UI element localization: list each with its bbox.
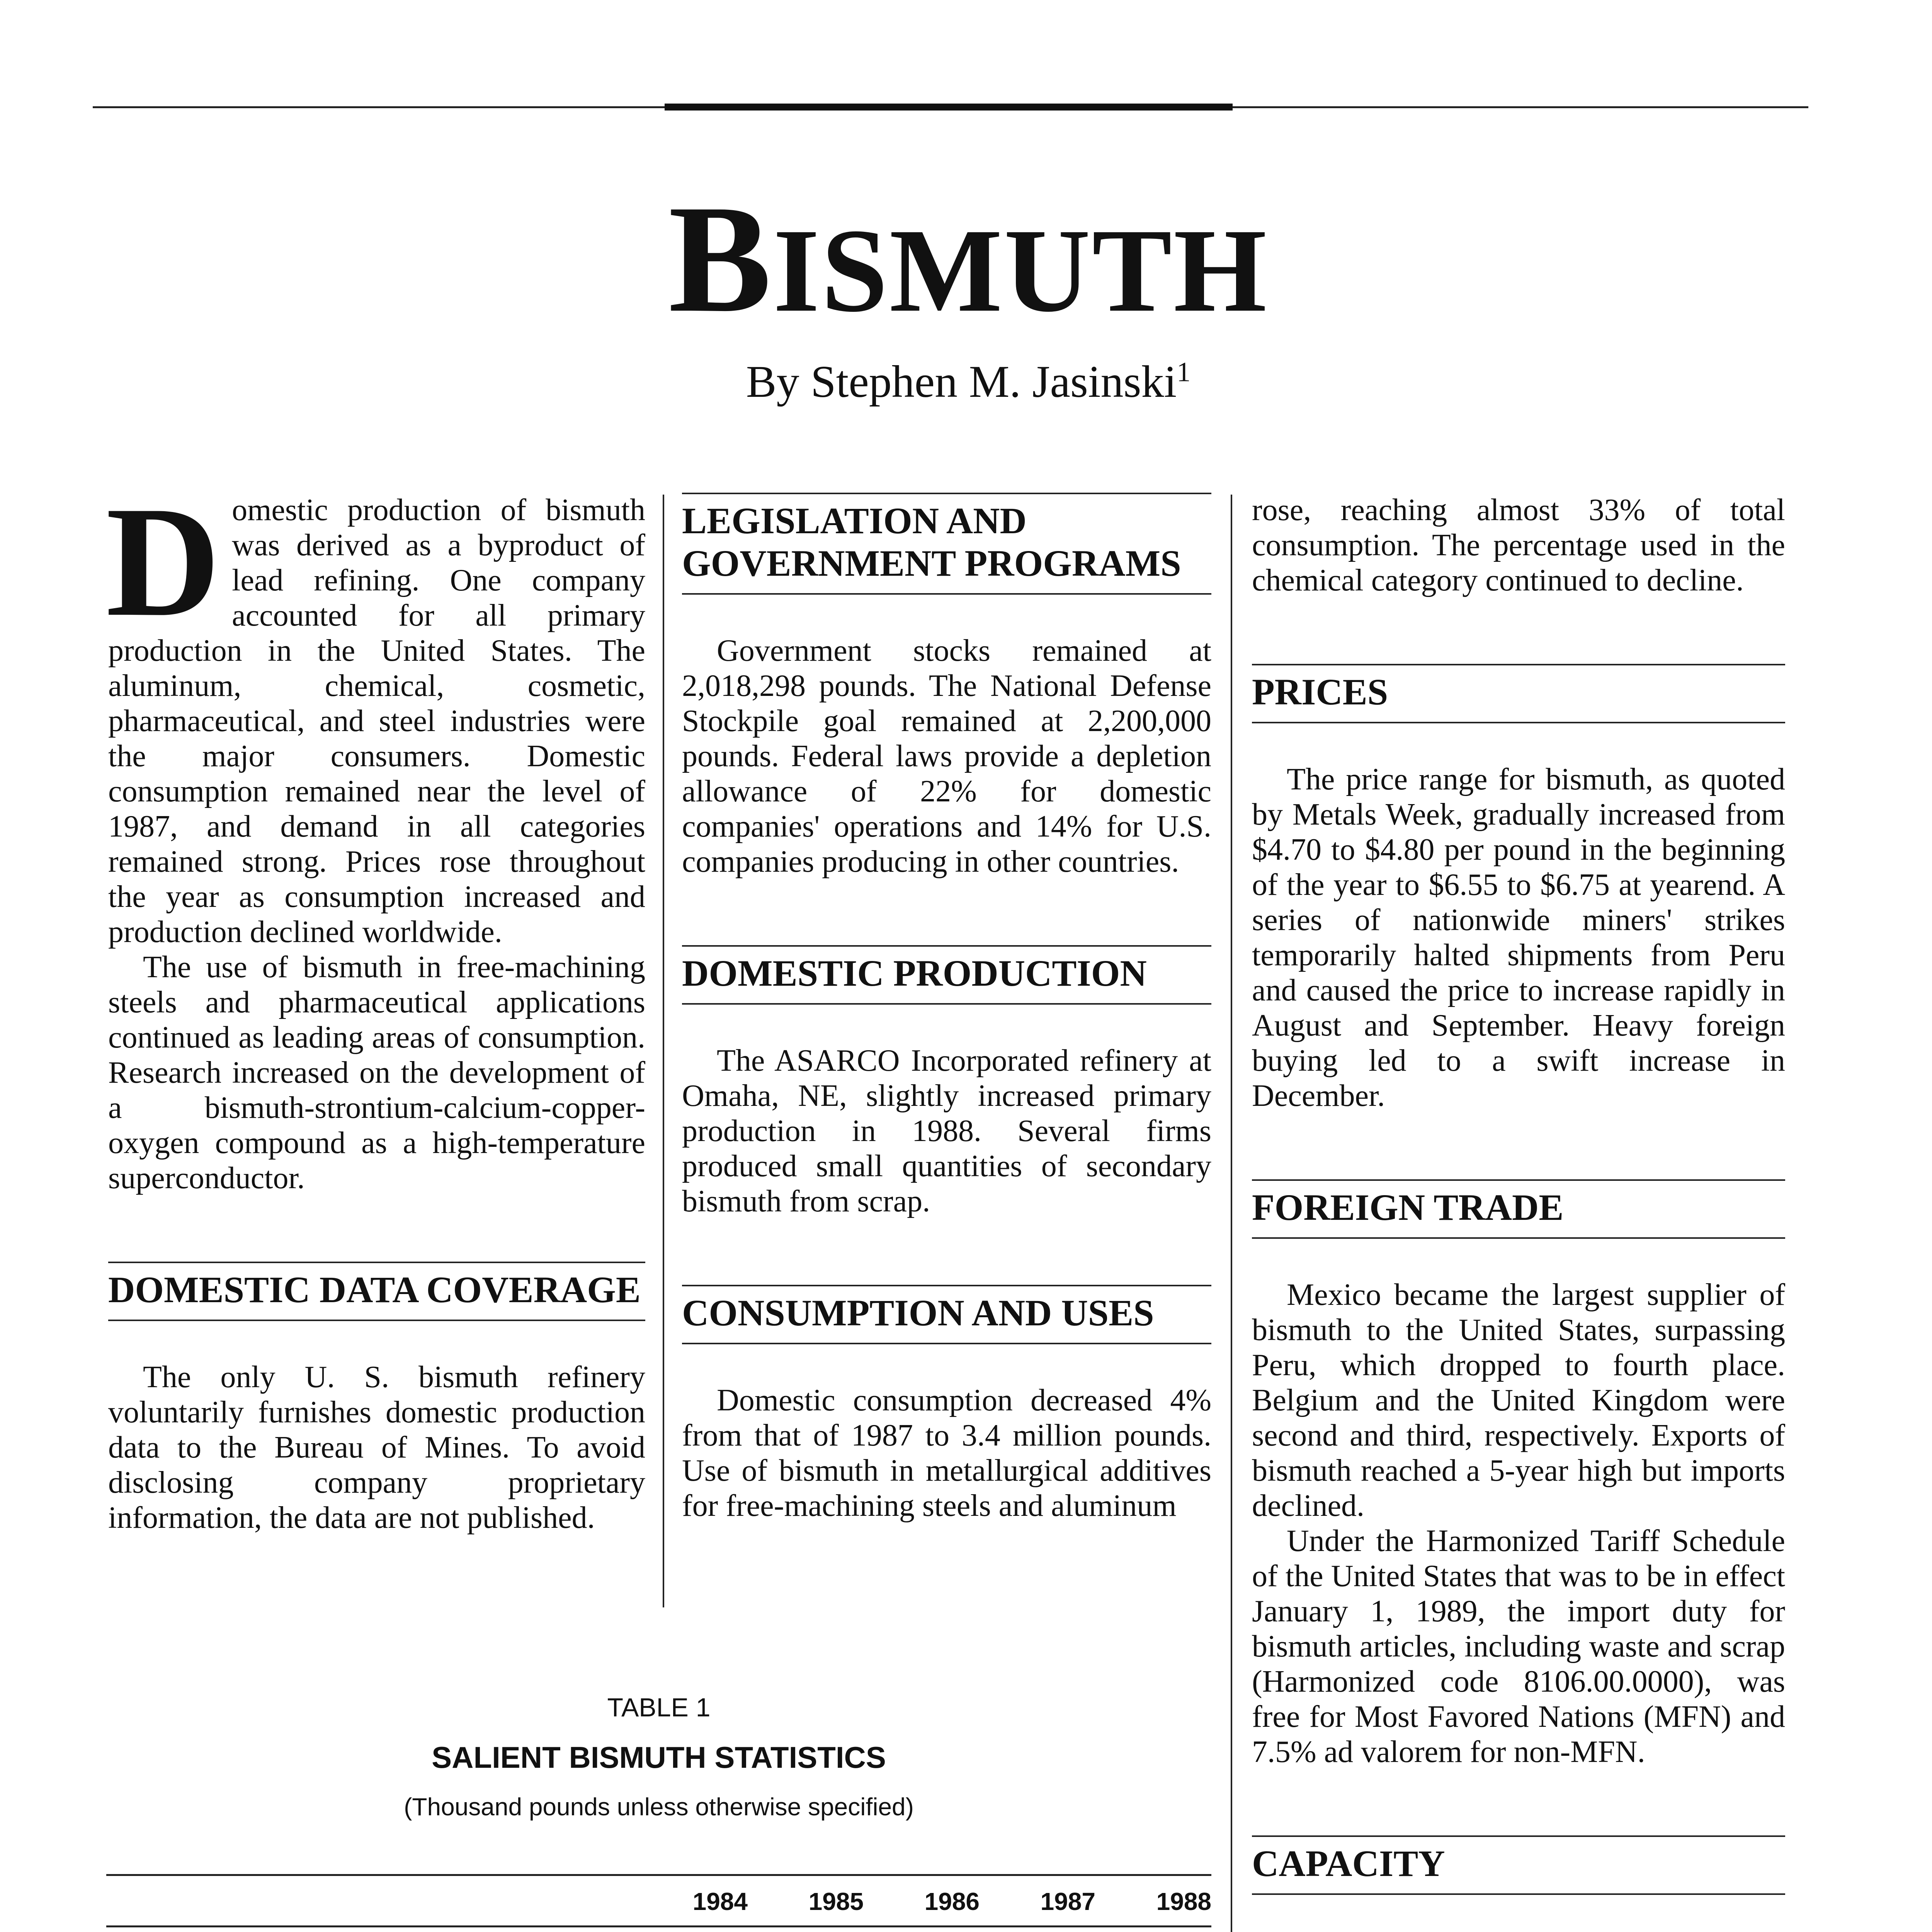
year-col-3: 1986 (864, 1875, 980, 1927)
prices-paragraph: The price range for bismuth, as quoted by Metals Week, gradually increased from $4.70 to $4.80 per pound in the beginning of the year to $6.55 to $6.75 at yearend. A series of nationwide miners' strikes temporarily halted shipments from Peru and caused the price to increase rapidly in August and September. Heavy foreign buying led to a swift increase in December. (1252, 762, 1785, 1113)
heading-consumption-uses: CONSUMPTION AND USES (682, 1285, 1211, 1344)
drop-cap: D (106, 474, 221, 649)
top-rule-accent (665, 104, 1233, 111)
title-rest: ISMUTH (773, 204, 1269, 337)
intro (106, 474, 645, 950)
legislation-paragraph: Government stocks remained at 2,018,298 pounds. The National Defense Stockpile goal remained at 2,200,000 pounds. Federal laws provide a depletion allowance of 22% for domestic companies' operations and 14% for U.S. companies producing in other countries. (682, 634, 1211, 879)
group-label-us (106, 1927, 632, 1932)
year-col-1: 1984 (632, 1875, 748, 1927)
author-footnote-mark: 1 (1177, 356, 1191, 388)
column-right (1252, 493, 1785, 1932)
table-title: SALIENT BISMUTH STATISTICS (432, 1740, 886, 1774)
page-title (0, 173, 1932, 344)
trade-paragraph-1: Mexico became the largest supplier of bismuth to the United States, surpassing Peru, which dropped to fourth place. Belgium and the United Kingdom were second and third, respectively. Exports of bismuth reached a 5-year high but imports declined. (1252, 1278, 1785, 1523)
table-subtitle: (Thousand pounds unless otherwise specified) (404, 1793, 914, 1821)
year-col-5: 1988 (1095, 1875, 1211, 1927)
heading-foreign-trade: FOREIGN TRADE (1252, 1179, 1785, 1239)
heading-domestic-data-coverage: DOMESTIC DATA COVERAGE (108, 1262, 645, 1321)
heading-prices: PRICES (1252, 664, 1785, 723)
coverage-paragraph: The only U. S. bismuth refinery voluntarily furnishes domestic production data to the Bureau of Mines. To avoid disclosing company proprietary information, the data are not published. (108, 1360, 645, 1535)
trade-paragraph-2: Under the Harmonized Tariff Schedule of the United States that was to be in effect January 1, 1989, the import duty for bismuth articles, including waste and scrap (Harmonized code 8106.00.0000), was free for Most Favored Nations (MFN) and 7.5% ad valorem for non-MFN. (1252, 1524, 1785, 1769)
year-col-4: 1987 (980, 1875, 1095, 1927)
column-middle (682, 493, 1211, 1524)
table-row (106, 1927, 1211, 1932)
heading-domestic-production: DOMESTIC PRODUCTION (682, 945, 1211, 1005)
production-paragraph: The ASARCO Incorporated refinery at Omaha, NE, slightly increased primary production in 1988. Several firms produced small quantities of secondary bismuth from scrap. (682, 1044, 1211, 1218)
table-header-row (106, 1875, 1211, 1927)
column-left (106, 474, 645, 1536)
table-label: TABLE 1 (607, 1693, 711, 1722)
intro-paragraph-1: omestic production of bismuth was derived as a byproduct of lead refining. One company accounted for all primary production in the United States. The aluminum, chemical, cosmetic, pharmaceutical, and steel industries were the major consumers. Domestic consumption remained near the level of 1987, and demand in all categories remained strong. Prices rose throughout the year as consumption increased and production declined worldwide. (108, 493, 645, 949)
consumption-paragraph-continued: rose, reaching almost 33% of total consumption. The percentage used in the chemical category continued to decline. (1252, 493, 1785, 597)
table-1 (106, 1692, 1211, 1915)
author: By Stephen M. Jasinski (746, 356, 1177, 407)
title-initial: B (668, 173, 773, 344)
column-divider-2 (1231, 495, 1232, 1932)
intro-paragraph-2: The use of bismuth in free-machining steels and pharmaceutical applications continued as leading areas of consumption. Research increased on the development of a bismuth-strontium-calcium-copper-oxygen compound as a high-temperature superconductor. (108, 950, 645, 1195)
salient-statistics-table (106, 1874, 1211, 1932)
consumption-paragraph: Domestic consumption decreased 4% from that of 1987 to 3.4 million pounds. Use of bismuth in metallurgical additives for free-machining steels and aluminum (682, 1383, 1211, 1523)
byline (0, 355, 1932, 408)
heading-legislation: LEGISLATION AND GOVERNMENT PROGRAMS (682, 493, 1211, 595)
year-col-2: 1985 (748, 1875, 864, 1927)
heading-capacity: CAPACITY (1252, 1835, 1785, 1895)
column-divider-1 (663, 495, 664, 1607)
